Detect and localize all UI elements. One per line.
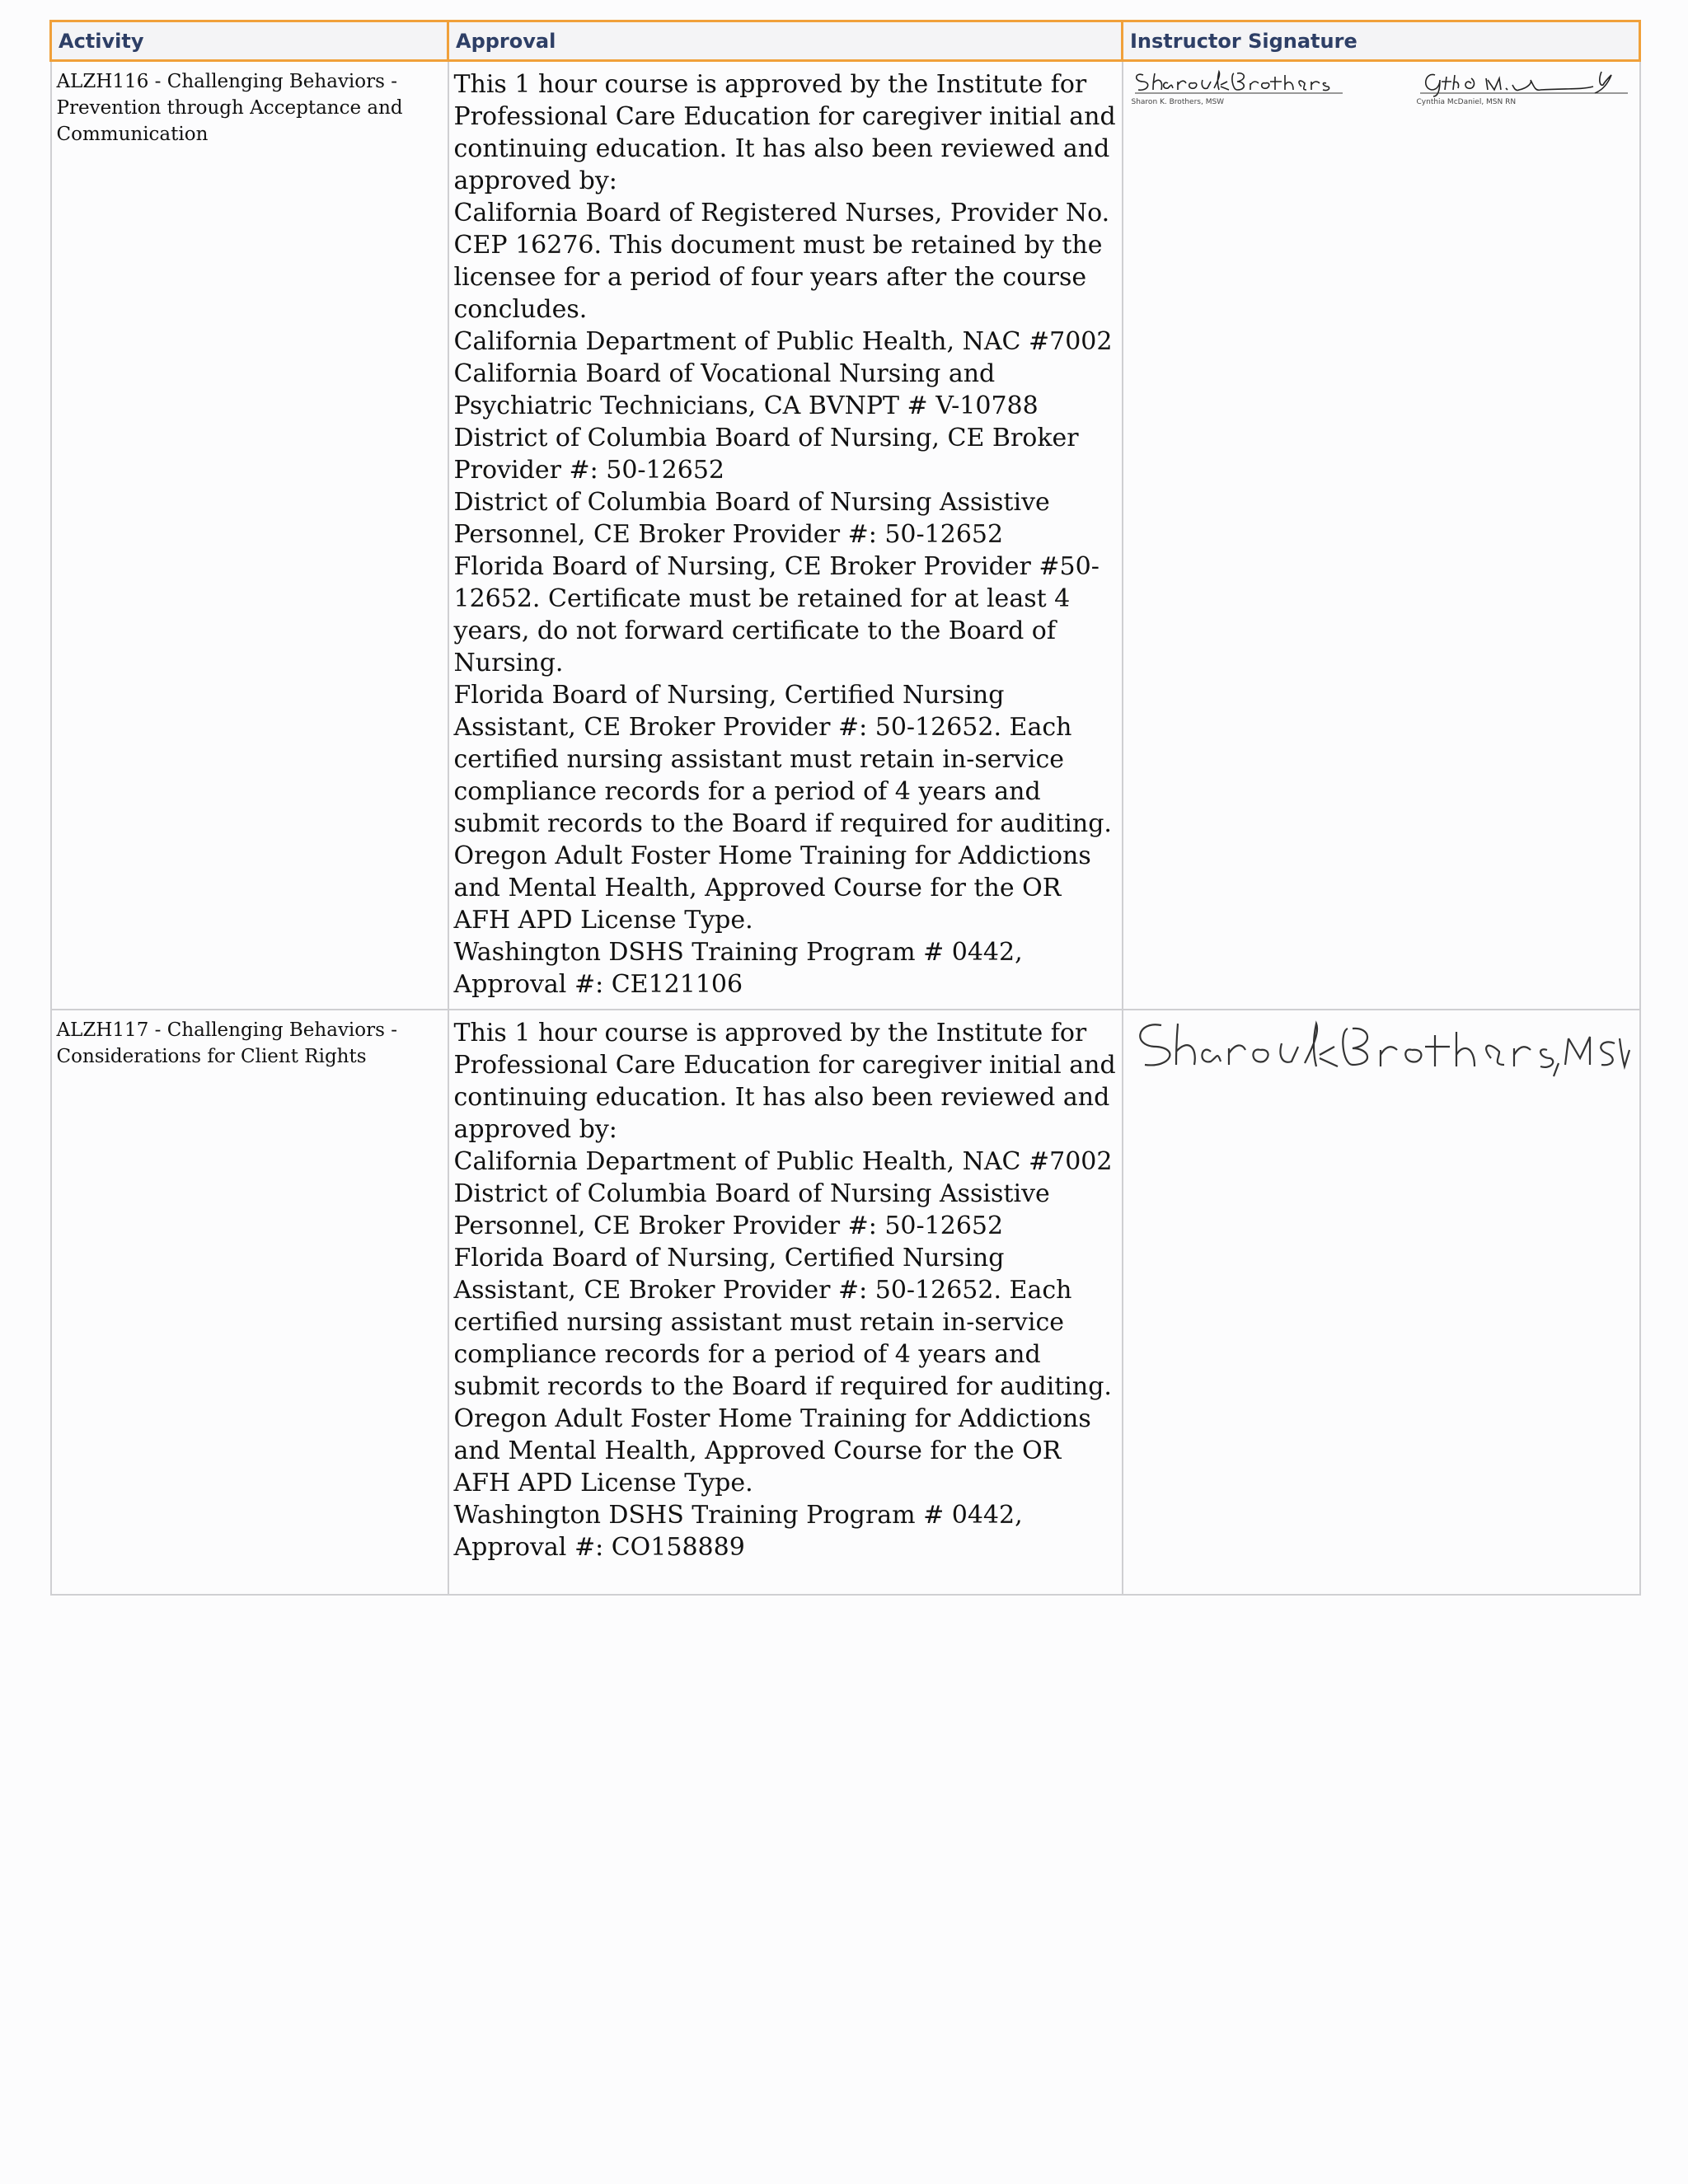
signature-header: Instructor Signature bbox=[1123, 21, 1640, 61]
approval-line: California Department of Public Health, NAC #7002 bbox=[453, 1147, 1113, 1176]
table-row bbox=[51, 61, 1640, 1010]
header-row bbox=[51, 21, 1640, 61]
approval-line: District of Columbia Board of Nursing, CE Broker Provider #: 50-12652 bbox=[453, 424, 1079, 485]
handwritten-signature-image bbox=[1128, 1014, 1631, 1088]
approval-header: Approval bbox=[448, 21, 1123, 61]
activity-header: Activity bbox=[51, 21, 448, 61]
signature-sharon-brothers: Sharon K. Brothers, MSW bbox=[1132, 67, 1346, 106]
signature-cell bbox=[1123, 61, 1640, 1010]
approval-line: This 1 hour course is approved by the Institute for Professional Care Education for caregiver initial and continuing education. It has also been reviewed and approved by: bbox=[453, 70, 1116, 195]
approval-line: Washington DSHS Training Program # 0442, Approval #: CO158889 bbox=[453, 1501, 1023, 1562]
handwritten-signature-image bbox=[1132, 67, 1346, 100]
approval-line: Florida Board of Nursing, Certified Nursing Assistant, CE Broker Provider #: 50-12652. Each certified nursing assistant must retain in-service compliance records for a period of 4 years and submit records to the Board if required for auditing. bbox=[453, 681, 1112, 838]
approval-cell bbox=[448, 61, 1123, 1010]
approval-line: Florida Board of Nursing, Certified Nursing Assistant, CE Broker Provider #: 50-12652. Each certified nursing assistant must retain in-service compliance records for a period of 4 years and submit records to the Board if required for auditing. bbox=[453, 1244, 1112, 1401]
approval-line: District of Columbia Board of Nursing Assistive Personnel, CE Broker Provider #: 50-12652 bbox=[453, 1179, 1050, 1240]
approval-line: Oregon Adult Foster Home Training for Addictions and Mental Health, Approved Course for the OR AFH APD License Type. bbox=[453, 1404, 1091, 1497]
table-row bbox=[51, 1010, 1640, 1595]
approval-line: California Board of Vocational Nursing and Psychiatric Technicians, CA BVNPT # V-10788 bbox=[453, 359, 1039, 420]
approval-line: District of Columbia Board of Nursing Assistive Personnel, CE Broker Provider #: 50-12652 bbox=[453, 488, 1050, 549]
signature-cell bbox=[1123, 1010, 1640, 1595]
activity-cell: ALZH117 - Challenging Behaviors - Considerations for Client Rights bbox=[51, 1010, 448, 1595]
approval-line: Washington DSHS Training Program # 0442, Approval #: CE121106 bbox=[453, 938, 1023, 999]
signature-sharon-brothers-msw bbox=[1128, 1014, 1634, 1088]
activity-cell: ALZH116 - Challenging Behaviors - Prevention through Acceptance and Communication bbox=[51, 61, 448, 1010]
handwritten-signature-image bbox=[1417, 67, 1631, 100]
approval-line: This 1 hour course is approved by the Institute for Professional Care Education for caregiver initial and continuing education. It has also been reviewed and approved by: bbox=[453, 1019, 1116, 1144]
signature-cynthia-mcdaniel: Cynthia McDaniel, MSN RN bbox=[1417, 67, 1631, 106]
approval-cell bbox=[448, 1010, 1123, 1595]
approval-line: Oregon Adult Foster Home Training for Addictions and Mental Health, Approved Course for the OR AFH APD License Type. bbox=[453, 841, 1091, 935]
approval-line: California Board of Registered Nurses, Provider No. CEP 16276. This document must be retained by the licensee for a period of four years after the course concludes. bbox=[453, 199, 1110, 324]
approval-table bbox=[49, 20, 1641, 1596]
approval-line: Florida Board of Nursing, CE Broker Provider #50-12652. Certificate must be retained for at least 4 years, do not forward certificate to the Board of Nursing. bbox=[453, 552, 1100, 677]
approval-line: California Department of Public Health, NAC #7002 bbox=[453, 327, 1113, 356]
